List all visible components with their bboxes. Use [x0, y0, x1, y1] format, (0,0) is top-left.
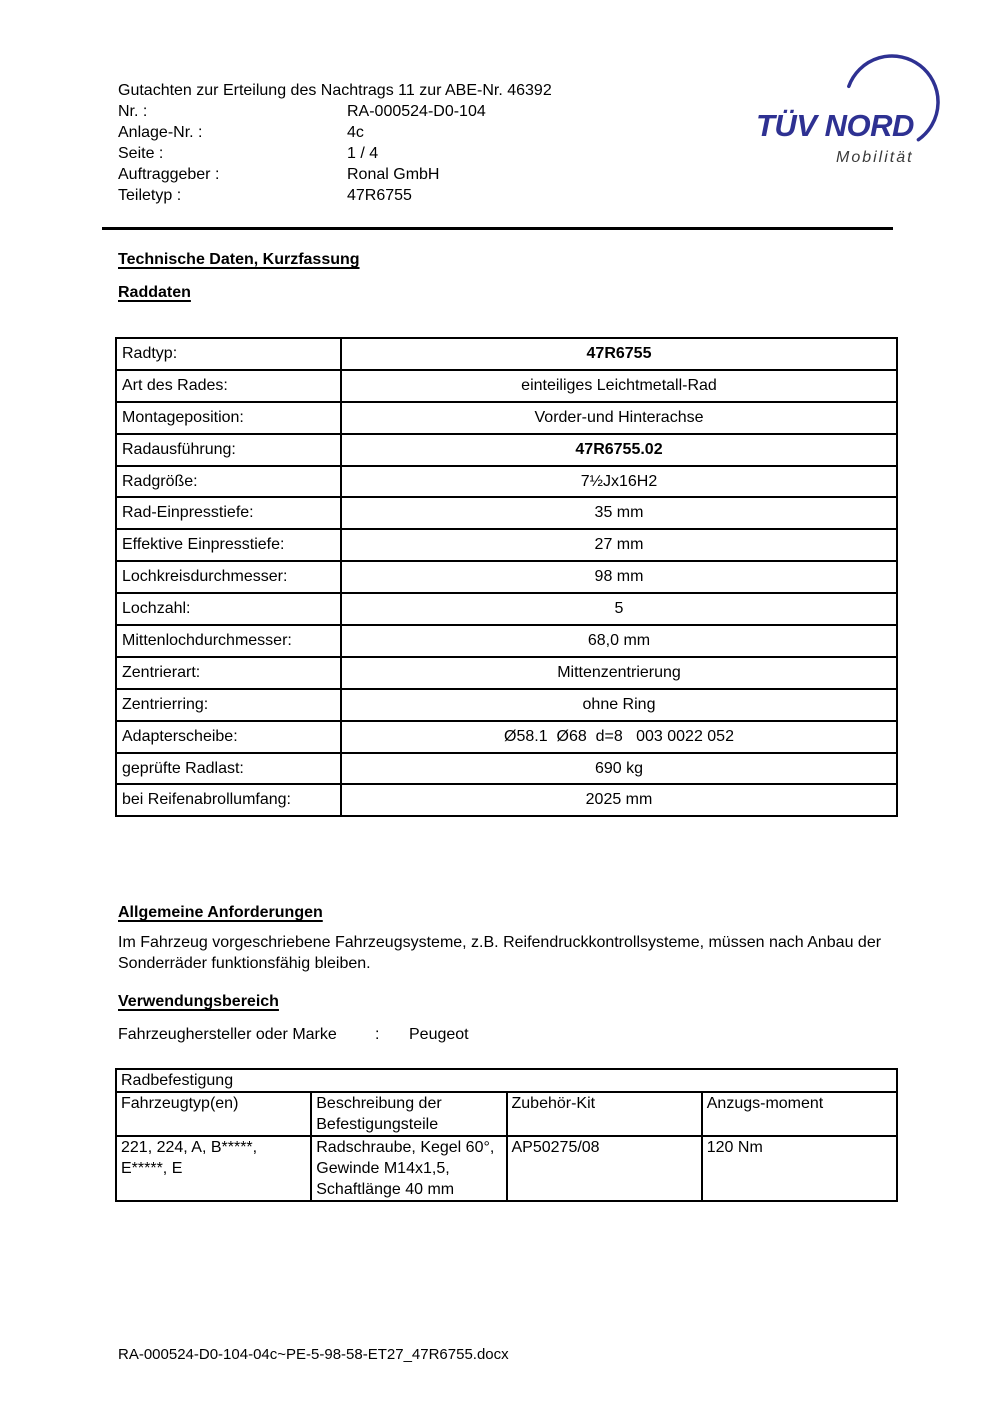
header-field-seite — [118, 143, 552, 164]
row-label: Mittenlochdurchmesser: — [116, 625, 341, 657]
table-row — [116, 784, 897, 816]
fahrzeughersteller-label: Fahrzeughersteller oder Marke — [118, 1026, 337, 1043]
header-field-auftraggeber — [118, 164, 552, 185]
row-label: Lochzahl: — [116, 593, 341, 625]
row-value: 68,0 mm — [341, 625, 897, 657]
table-row — [116, 466, 897, 498]
table-row — [116, 625, 897, 657]
column-header: Anzugs-moment — [702, 1092, 897, 1136]
row-value: Ø58.1 Ø68 d=8 003 0022 052 — [341, 721, 897, 753]
row-value: 98 mm — [341, 561, 897, 593]
row-value: 47R6755.02 — [341, 434, 897, 466]
row-label: Adapterscheibe: — [116, 721, 341, 753]
row-label: Radausführung: — [116, 434, 341, 466]
fahrzeughersteller-value: Peugeot — [409, 1026, 469, 1043]
row-value: ohne Ring — [341, 689, 897, 721]
fahrzeugtyp-cell: 221, 224, A, B*****, E*****, E — [116, 1136, 311, 1201]
column-header: Zubehör-Kit — [507, 1092, 702, 1136]
row-value: Vorder-und Hinterachse — [341, 402, 897, 434]
field-label: Teiletyp : — [118, 187, 182, 204]
row-label: Effektive Einpresstiefe: — [116, 529, 341, 561]
row-label: Rad-Einpresstiefe: — [116, 497, 341, 529]
radbefestigung-table — [115, 1068, 898, 1202]
row-value: 2025 mm — [341, 784, 897, 816]
table-row — [116, 721, 897, 753]
table-title: Radbefestigung — [116, 1069, 897, 1092]
field-label: Anlage-Nr. : — [118, 124, 203, 141]
table-row — [116, 689, 897, 721]
fahrzeughersteller-separator: : — [375, 1026, 380, 1043]
table-row — [116, 370, 897, 402]
anzugsmoment-cell: 120 Nm — [702, 1136, 897, 1201]
column-header: Fahrzeugtyp(en) — [116, 1092, 311, 1136]
table-row — [116, 657, 897, 689]
field-value: RA-000524-D0-104 — [347, 103, 486, 120]
table-row — [116, 529, 897, 561]
tuv-nord-logo — [748, 46, 948, 174]
row-label: Radgröße: — [116, 466, 341, 498]
logo-brand-text: TÜV NORD — [756, 108, 914, 143]
section-heading-raddaten: Raddaten — [118, 284, 191, 301]
row-label: Radtyp: — [116, 338, 341, 370]
section-heading-allgemeine-anforderungen: Allgemeine Anforderungen — [118, 904, 323, 921]
row-label: bei Reifenabrollumfang: — [116, 784, 341, 816]
allgemeine-anforderungen-text: Im Fahrzeug vorgeschriebene Fahrzeugsysteme, z.B. Reifendruckkontrollsysteme, müssen nach Anbau der Sonderräder funktionsfähig bleiben. — [118, 934, 882, 972]
field-value: Ronal GmbH — [347, 166, 440, 183]
header-field-anlage — [118, 122, 552, 143]
row-value: 690 kg — [341, 753, 897, 785]
section-heading-verwendungsbereich: Verwendungsbereich — [118, 993, 279, 1010]
table-row — [116, 497, 897, 529]
field-label: Auftraggeber : — [118, 166, 220, 183]
row-value: Mittenzentrierung — [341, 657, 897, 689]
table-row — [116, 753, 897, 785]
logo-tagline-text: Mobilität — [836, 149, 914, 166]
table-row — [116, 1136, 897, 1201]
field-label: Seite : — [118, 145, 164, 162]
row-value: einteiliges Leichtmetall-Rad — [341, 370, 897, 402]
table-header-row — [116, 1092, 897, 1136]
tuv-nord-logo-graphic — [748, 46, 948, 174]
table-row — [116, 593, 897, 625]
beschreibung-cell: Radschraube, Kegel 60°, Gewinde M14x1,5, Schaftlänge 40 mm — [311, 1136, 506, 1201]
row-label: Art des Rades: — [116, 370, 341, 402]
header-field-nr — [118, 101, 552, 122]
row-value: 35 mm — [341, 497, 897, 529]
raddaten-table — [115, 337, 898, 817]
footer-filename: RA-000524-D0-104-04c~PE-5-98-58-ET27_47R6755.docx — [118, 1346, 509, 1363]
table-row — [116, 402, 897, 434]
row-label: Zentrierring: — [116, 689, 341, 721]
field-label: Nr. : — [118, 103, 148, 120]
header-field-teiletyp — [118, 185, 552, 206]
table-row — [116, 338, 897, 370]
row-label: geprüfte Radlast: — [116, 753, 341, 785]
table-row — [116, 434, 897, 466]
fahrzeughersteller-row — [118, 1026, 469, 1044]
section-heading-technische-daten: Technische Daten, Kurzfassung — [118, 251, 360, 268]
row-label: Lochkreisdurchmesser: — [116, 561, 341, 593]
table-title-row — [116, 1069, 897, 1092]
row-label: Zentrierart: — [116, 657, 341, 689]
column-header: Beschreibung der Befestigungsteile — [311, 1092, 506, 1136]
field-value: 1 / 4 — [347, 145, 379, 162]
header-divider — [102, 227, 893, 230]
zubehoer-kit-cell: AP50275/08 — [507, 1136, 702, 1201]
field-value: 4c — [347, 124, 364, 141]
field-value: 47R6755 — [347, 187, 412, 204]
row-value: 27 mm — [341, 529, 897, 561]
document-title: Gutachten zur Erteilung des Nachtrags 11 zur ABE-Nr. 46392 — [118, 82, 552, 99]
document-header — [118, 80, 552, 206]
row-value: 7½Jx16H2 — [341, 466, 897, 498]
table-row — [116, 561, 897, 593]
row-label: Montageposition: — [116, 402, 341, 434]
row-value: 47R6755 — [341, 338, 897, 370]
row-value: 5 — [341, 593, 897, 625]
